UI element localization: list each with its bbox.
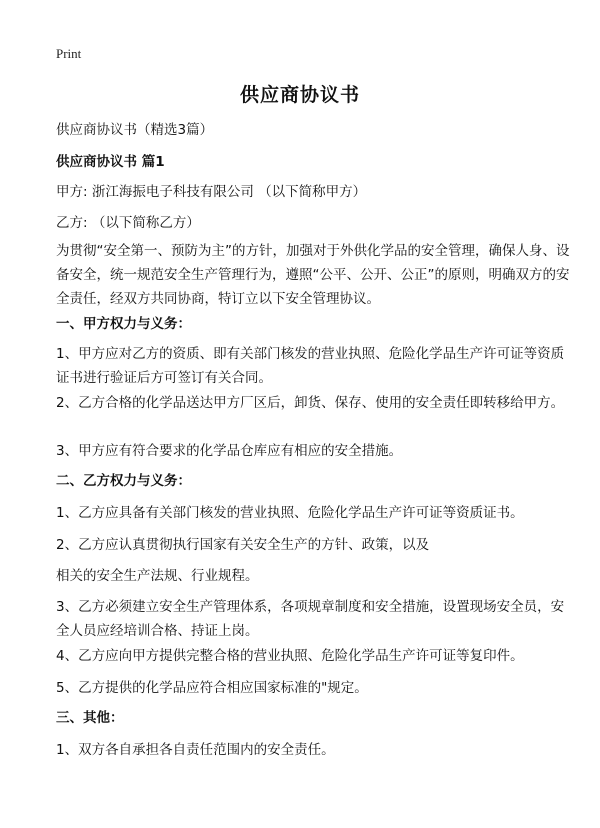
intro-paragraph: 为贯彻“安全第一、预防为主”的方针，加强对于外供化学品的安全管理，确保人身、设备安全，统一规范安全生产管理行为，遵照“公平、公开、公正”的原则，明确双方的安全责任，经双方共同协商，特订立以下安全管理协议。 [56,243,570,307]
print-link[interactable]: Print [56,46,82,61]
party-a: 甲方: 浙江海振电子科技有限公司 （以下简称甲方） [56,184,367,200]
party-b: 乙方: （以下简称乙方） [56,215,200,231]
section-heading-other: 三、其他： [56,710,124,726]
party-b-item-3: 3、乙方必须建立安全生产管理体系，各项规章制度和安全措施，设置现场安全员，安全人员应经培训合格、持证上岗。 [56,599,565,639]
document-title: 供应商协议书 [239,84,360,106]
section-heading-party-a: 一、甲方权力与义务： [56,316,191,332]
party-a-item-2: 2、乙方合格的化学品送达甲方厂区后，卸货、保存、使用的安全责任即转移给甲方。 [56,395,565,411]
party-b-item-1: 1、乙方应具备有关部门核发的营业执照、危险化学品生产许可证等资质证书。 [56,505,524,521]
other-item-1: 1、双方各自承担各自责任范围内的安全责任。 [56,742,335,758]
party-b-item-2: 2、乙方应认真贯彻执行国家有关安全生产的方针、政策，以及 [56,537,430,553]
party-b-item-4: 4、乙方应向甲方提供完整合格的营业执照、危险化学品生产许可证等复印件。 [56,648,524,664]
party-a-item-3: 3、甲方应有符合要求的化学品仓库应有相应的安全措施。 [56,443,403,459]
section-title: 供应商协议书 篇1 [56,154,165,170]
party-a-item-1: 1、甲方应对乙方的资质、即有关部门核发的营业执照、危险化学品生产许可证等资质证书进行验证后方可签订有关合同。 [56,346,565,386]
party-b-item-2-continued: 相关的安全生产法规、行业规程。 [56,568,259,584]
party-b-item-5: 5、乙方提供的化学品应符合相应国家标准的"规定。 [56,680,368,696]
document-subtitle: 供应商协议书（精选3篇） [56,122,214,138]
section-heading-party-b: 二、乙方权力与义务： [56,473,191,489]
